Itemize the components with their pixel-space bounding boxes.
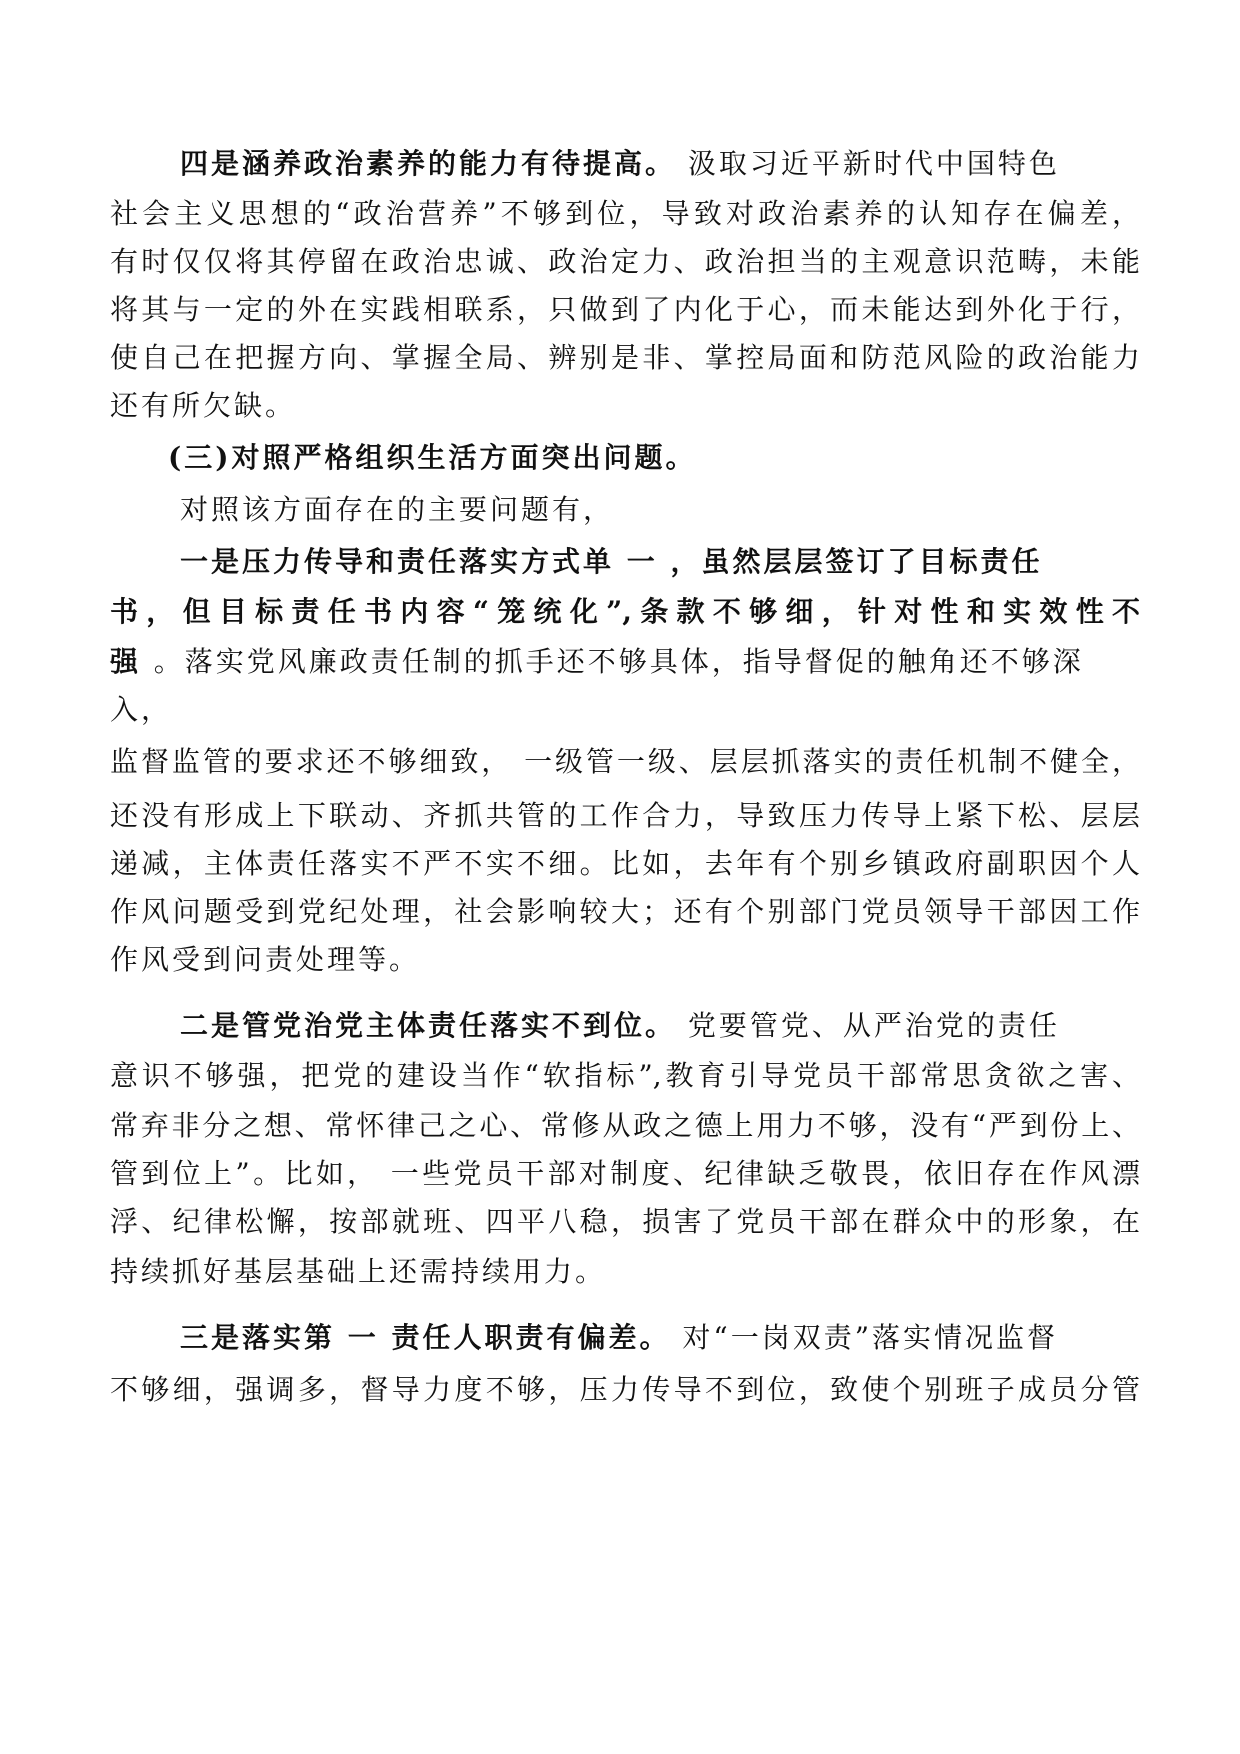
- p3-line-2: 意识不够强，把党的建设当作“软指标”,教育引导党员干部常思贪欲之害、: [110, 1059, 1140, 1092]
- p2-line-1: 一是压力传导和责任落实方式单 一 ，虽然层层签订了目标责任: [180, 545, 1043, 578]
- p1-line-2: 社会主义思想的“政治营养”不够到位，导致对政治素养的认知存在偏差，: [110, 197, 1140, 230]
- p3-line1-rest: 党要管党、从严治党的责任: [687, 1009, 1060, 1042]
- p2-line-8: 作风问题受到党纪处理，社会影响较大；还有个别部门党员领导干部因工作: [110, 895, 1140, 928]
- p2-line-3: [110, 642, 1084, 682]
- p3-lead: 二是管党治党主体责任落实不到位。: [180, 1009, 677, 1042]
- p1-lead: 四是涵养政治素养的能力有待提高。: [180, 147, 677, 180]
- p4-line-2: 不够细，强调多，督导力度不够，压力传导不到位，致使个别班子成员分管: [110, 1373, 1140, 1406]
- p1-line1-rest: 汲取习近平新时代中国特色: [687, 147, 1060, 180]
- p2-line-4: 入，: [110, 693, 173, 726]
- p2-lead-end: 强: [110, 645, 154, 678]
- p4-line1-rest: 对“一岗双责”落实情况监督: [682, 1321, 1059, 1354]
- p3-line-4: 管到位上”。比如， 一些党员干部对制度、纪律缺乏敬畏，依旧存在作风漂: [110, 1157, 1140, 1190]
- p3-line-6: 持续抓好基层基础上还需持续用力。: [110, 1255, 607, 1288]
- p1-line-1: [180, 144, 1060, 184]
- p3-line-3: 常弃非分之想、常怀律己之心、常修从政之德上用力不够，没有“严到份上、: [110, 1109, 1140, 1142]
- p2-line-2: 书，但目标责任书内容“笼统化”,条款不够细，针对性和实效性不: [110, 595, 1140, 628]
- p4-line-1: [180, 1318, 1058, 1358]
- p3-line-5: 浮、纪律松懈，按部就班、四平八稳，损害了党员干部在群众中的形象，在: [110, 1205, 1140, 1238]
- p1-line-5: 使自己在把握方向、掌握全局、辨别是非、掌控局面和防范风险的政治能力: [110, 341, 1140, 374]
- p2-line3-rest: 。落实党风廉政责任制的抓手还不够具体，指导督促的触角还不够深: [153, 645, 1084, 678]
- section-heading: (三)对照严格组织生活方面突出问题。: [168, 441, 697, 474]
- p3-line-1: [180, 1006, 1060, 1046]
- intro-line: 对照该方面存在的主要问题有，: [180, 493, 615, 526]
- p1-line-3: 有时仅仅将其停留在政治忠诚、政治定力、政治担当的主观意识范畴，未能: [110, 245, 1140, 278]
- p2-line-6: 还没有形成上下联动、齐抓共管的工作合力，导致压力传导上紧下松、层层: [110, 799, 1140, 832]
- p1-line-4: 将其与一定的外在实践相联系，只做到了内化于心，而未能达到外化于行，: [110, 293, 1140, 326]
- p1-line-6: 还有所欠缺。: [110, 389, 297, 422]
- p4-lead: 三是落实第 一 责任人职责有偏差。: [180, 1321, 671, 1354]
- p2-line-7: 递减，主体责任落实不严不实不细。比如，去年有个别乡镇政府副职因个人: [110, 847, 1140, 880]
- p2-line-5: 监督监管的要求还不够细致， 一级管一级、层层抓落实的责任机制不健全，: [110, 745, 1140, 778]
- p2-line-9: 作风受到问责处理等。: [110, 943, 421, 976]
